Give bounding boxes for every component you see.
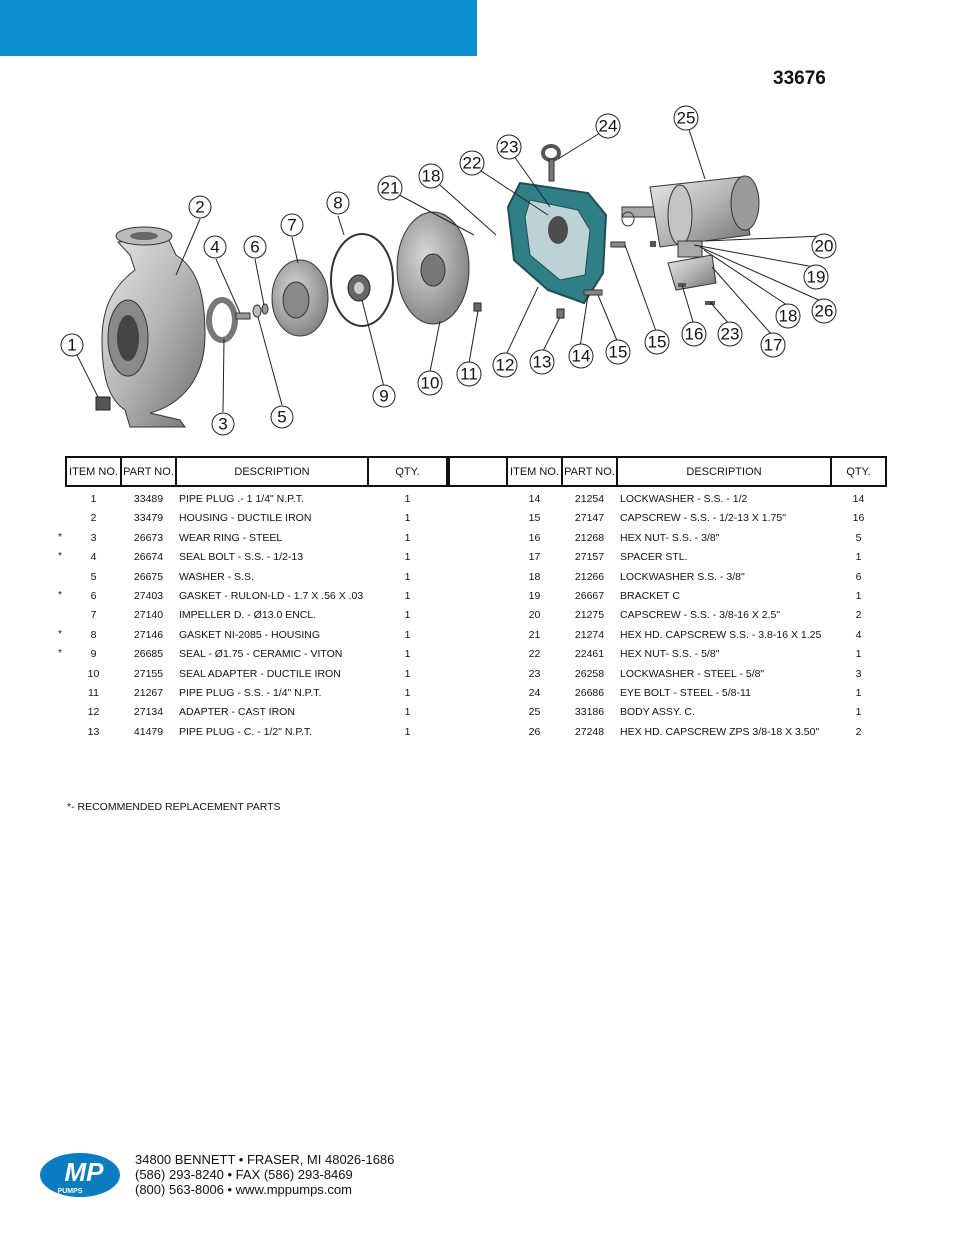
svg-text:19: 19	[806, 267, 826, 287]
quantity: 14	[852, 493, 865, 505]
callout-21	[378, 176, 402, 200]
replacement-marker: *	[58, 531, 62, 543]
quantity: 1	[404, 589, 411, 602]
svg-text:18: 18	[778, 306, 798, 326]
description: BODY ASSY. C.	[620, 706, 695, 719]
part-no: 27147	[574, 512, 605, 525]
svg-text:15: 15	[647, 332, 667, 352]
quantity: 2	[855, 725, 862, 738]
part-no: 21254	[574, 493, 605, 505]
item-no: 10	[87, 667, 100, 680]
callout-6	[244, 236, 266, 258]
callout-23a	[497, 135, 521, 159]
quantity: 1	[404, 648, 411, 661]
item-no: 21	[528, 628, 541, 641]
item-no: 14	[528, 493, 541, 505]
header-part-no: PART NO.	[120, 456, 177, 487]
part-no: 26674	[133, 551, 164, 564]
quantity: 1	[404, 628, 411, 641]
description: SEAL BOLT - S.S. - 1/2-13	[179, 551, 304, 564]
item-no: 3	[90, 531, 97, 544]
part-no: 27403	[133, 589, 164, 602]
quantity: 4	[855, 628, 862, 641]
item-no: 9	[90, 648, 97, 661]
part-no: 21266	[574, 570, 605, 583]
callout-14	[569, 344, 593, 368]
table-row	[65, 491, 887, 510]
table-row	[65, 510, 887, 529]
quantity: 1	[404, 706, 411, 719]
svg-text:13: 13	[532, 352, 552, 372]
quantity: 1	[404, 686, 411, 699]
part-pipe-plug-c	[557, 309, 564, 318]
company-contact	[135, 1152, 394, 1197]
description: HEX NUT- S.S. - 5/8"	[620, 648, 720, 661]
part-gasket-small	[262, 304, 268, 314]
svg-text:3: 3	[218, 414, 228, 434]
callout-22	[460, 151, 484, 175]
quantity: 1	[404, 493, 411, 505]
item-no: 19	[528, 589, 541, 602]
svg-text:5: 5	[277, 407, 287, 427]
exploded-parts-diagram	[0, 95, 954, 440]
header-description: DESCRIPTION	[175, 456, 369, 487]
quantity: 1	[855, 686, 862, 699]
quantity: 1	[404, 609, 411, 622]
replacement-marker: *	[58, 551, 62, 563]
part-impeller	[272, 260, 328, 336]
description: SPACER STL.	[620, 551, 688, 564]
callout-18a	[419, 164, 443, 188]
callout-16	[682, 322, 706, 346]
part-bracket	[650, 241, 716, 305]
part-seal	[348, 275, 370, 301]
description: HOUSING - DUCTILE IRON	[179, 512, 312, 525]
part-no: 27248	[574, 725, 605, 738]
part-no: 27157	[574, 551, 605, 564]
item-no: 4	[90, 551, 97, 564]
table-row	[58, 549, 887, 568]
footnote: *- RECOMMENDED REPLACEMENT PARTS	[67, 801, 281, 813]
item-no: 7	[90, 609, 97, 622]
item-no: 16	[528, 531, 541, 544]
header-spacer	[448, 456, 508, 487]
header-qty: QTY.	[367, 456, 448, 487]
table-row	[65, 607, 887, 626]
callout-23b	[718, 322, 742, 346]
description: SEAL ADAPTER - DUCTILE IRON	[179, 667, 341, 680]
callout-26	[812, 299, 836, 323]
part-pipe-plug-small	[474, 303, 481, 311]
svg-text:2: 2	[195, 197, 205, 217]
header-qty-right: QTY.	[830, 456, 887, 487]
table-row	[58, 588, 887, 607]
callout-12	[493, 353, 517, 377]
callout-15a	[606, 340, 630, 364]
part-washer	[253, 305, 261, 317]
table-row	[65, 569, 887, 588]
svg-text:18: 18	[421, 166, 441, 186]
item-no: 17	[528, 551, 541, 564]
header-banner	[0, 0, 477, 56]
description: CAPSCREW - S.S. - 1/2-13 X 1.75"	[620, 512, 786, 525]
callout-4	[204, 236, 226, 258]
svg-text:PUMPS: PUMPS	[57, 1188, 83, 1195]
quantity: 1	[404, 667, 411, 680]
replacement-marker: *	[58, 589, 62, 601]
callout-25	[674, 106, 698, 130]
description: PIPE PLUG - C. - 1/2" N.P.T.	[179, 725, 313, 738]
part-seal-bolt	[236, 313, 250, 319]
company-address: 34800 BENNETT • FRASER, MI 48026-1686	[135, 1152, 395, 1167]
quantity: 2	[855, 609, 862, 622]
part-adapter	[508, 183, 606, 303]
item-no: 25	[528, 706, 541, 719]
item-no: 1	[90, 493, 97, 505]
svg-text:23: 23	[499, 137, 519, 157]
quantity: 3	[855, 667, 862, 680]
quantity: 1	[404, 512, 411, 525]
svg-text:6: 6	[250, 237, 260, 257]
svg-text:22: 22	[462, 153, 482, 173]
part-no: 21267	[133, 686, 164, 699]
svg-text:12: 12	[495, 355, 515, 375]
item-no: 6	[90, 589, 97, 602]
item-no: 12	[87, 706, 100, 719]
callout-20	[812, 234, 836, 258]
table-header	[65, 456, 887, 487]
table-row	[65, 666, 887, 685]
description: HEX HD. CAPSCREW S.S. - 3.8-16 X 1.25	[620, 628, 822, 641]
svg-text:26: 26	[814, 301, 834, 321]
part-no: 27146	[133, 628, 164, 641]
svg-text:23: 23	[720, 324, 740, 344]
header-item-no: ITEM NO.	[65, 456, 122, 487]
svg-text:17: 17	[763, 335, 783, 355]
callout-9	[373, 385, 395, 407]
item-no: 22	[528, 648, 541, 661]
company-tollfree-web: (800) 563-8006 • www.mppumps.com	[135, 1182, 352, 1197]
description: GASKET NI-2085 - HOUSING	[179, 628, 321, 641]
svg-text:24: 24	[598, 116, 618, 136]
callout-24	[596, 114, 620, 138]
item-no: 15	[528, 512, 541, 525]
table-row	[65, 724, 887, 743]
header-part-no-right: PART NO.	[561, 456, 618, 487]
header-description-right: DESCRIPTION	[616, 456, 832, 487]
svg-text:1: 1	[67, 335, 77, 355]
description: ADAPTER - CAST IRON	[179, 706, 295, 719]
callout-17	[761, 333, 785, 357]
model-number: 33676	[773, 68, 826, 89]
part-no: 26685	[133, 648, 164, 661]
item-no: 20	[528, 609, 541, 622]
callout-2	[189, 196, 211, 218]
item-no: 8	[90, 628, 97, 641]
description: LOCKWASHER - S.S. - 1/2	[620, 493, 748, 505]
part-no: 27134	[133, 706, 164, 719]
part-no: 26258	[574, 667, 605, 680]
part-no: 33489	[133, 493, 164, 505]
svg-text:20: 20	[814, 236, 834, 256]
callout-3	[212, 413, 234, 435]
part-no: 33186	[574, 706, 605, 719]
item-no: 23	[528, 667, 541, 680]
item-no: 2	[90, 512, 97, 525]
parts-table	[58, 456, 887, 738]
part-no: 21274	[574, 628, 605, 641]
part-no: 33479	[133, 512, 164, 525]
description: HEX NUT- S.S. - 3/8"	[620, 531, 720, 544]
description: LOCKWASHER - STEEL - 5/8"	[620, 667, 765, 680]
part-pipe-plug	[96, 397, 110, 410]
callout-1	[61, 334, 83, 356]
part-wear-ring	[209, 300, 235, 340]
svg-text:7: 7	[287, 215, 297, 235]
callout-13	[530, 350, 554, 374]
table-row	[58, 627, 887, 646]
quantity: 6	[855, 570, 862, 583]
company-phone: (586) 293-8240 • FAX (586) 293-8469	[135, 1167, 353, 1182]
svg-text:MP: MP	[64, 1157, 104, 1187]
item-no: 5	[90, 570, 97, 583]
item-no: 24	[528, 686, 541, 699]
header-item-no-right: ITEM NO.	[506, 456, 563, 487]
svg-text:8: 8	[333, 193, 343, 213]
description: BRACKET C	[620, 589, 680, 602]
svg-text:4: 4	[210, 237, 220, 257]
callout-5	[271, 406, 293, 428]
callout-18b	[776, 304, 800, 328]
item-no: 26	[528, 725, 541, 738]
part-body-assembly	[622, 176, 759, 247]
table-row	[58, 646, 887, 665]
replacement-marker: *	[58, 628, 62, 640]
svg-text:25: 25	[676, 108, 696, 128]
description: WASHER - S.S.	[179, 570, 254, 583]
part-no: 22461	[574, 648, 605, 661]
svg-text:15: 15	[608, 342, 628, 362]
quantity: 1	[404, 570, 411, 583]
part-no: 27155	[133, 667, 164, 680]
quantity: 1	[855, 648, 862, 661]
quantity: 1	[404, 531, 411, 544]
item-no: 11	[88, 686, 99, 699]
quantity: 1	[855, 551, 862, 564]
callout-15b	[645, 330, 669, 354]
part-no: 41479	[133, 725, 164, 738]
svg-text:16: 16	[684, 324, 704, 344]
svg-text:14: 14	[571, 346, 591, 366]
quantity: 1	[404, 551, 411, 564]
description: EYE BOLT - STEEL - 5/8-11	[620, 686, 751, 699]
part-no: 26675	[133, 570, 164, 583]
description: PIPE PLUG .- 1 1/4" N.P.T.	[179, 493, 304, 505]
part-no: 26673	[133, 531, 164, 544]
table-row	[58, 530, 887, 549]
quantity: 1	[855, 589, 862, 602]
part-housing	[102, 227, 205, 427]
part-no: 21268	[574, 531, 605, 544]
quantity: 1	[855, 706, 862, 719]
part-eye-bolt	[543, 146, 559, 181]
description: CAPSCREW - S.S. - 3/8-16 X 2.5"	[620, 609, 781, 622]
item-no: 18	[528, 570, 541, 583]
table-row	[65, 685, 887, 704]
mp-pumps-logo	[38, 1148, 130, 1200]
quantity: 16	[852, 512, 865, 525]
svg-text:11: 11	[460, 364, 478, 384]
quantity: 1	[404, 725, 411, 738]
description: LOCKWASHER S.S. - 3/8"	[620, 570, 745, 583]
svg-text:9: 9	[379, 386, 389, 406]
table-row	[65, 704, 887, 723]
description: PIPE PLUG - S.S. - 1/4" N.P.T.	[179, 686, 322, 699]
description: IMPELLER D. - Ø13.0 ENCL.	[179, 609, 317, 622]
svg-text:10: 10	[420, 373, 440, 393]
replacement-marker: *	[58, 648, 62, 660]
description: GASKET - RULON-LD - 1.7 X .56 X .03	[179, 589, 364, 602]
part-no: 26667	[574, 589, 605, 602]
part-no: 21275	[574, 609, 605, 622]
table-body	[58, 491, 887, 743]
callout-8	[327, 192, 349, 214]
callout-11	[457, 362, 481, 386]
description: HEX HD. CAPSCREW ZPS 3/8-18 X 3.50"	[620, 725, 820, 738]
callout-10	[418, 371, 442, 395]
description: SEAL - Ø1.75 - CERAMIC - VITON	[179, 648, 343, 661]
callout-19	[804, 265, 828, 289]
item-no: 13	[87, 725, 100, 738]
part-no: 26686	[574, 686, 605, 699]
description: WEAR RING - STEEL	[179, 531, 283, 544]
part-no: 27140	[133, 609, 164, 622]
svg-text:21: 21	[380, 178, 400, 198]
quantity: 5	[855, 531, 862, 544]
part-seal-adapter	[397, 212, 469, 324]
callout-7	[281, 214, 303, 236]
